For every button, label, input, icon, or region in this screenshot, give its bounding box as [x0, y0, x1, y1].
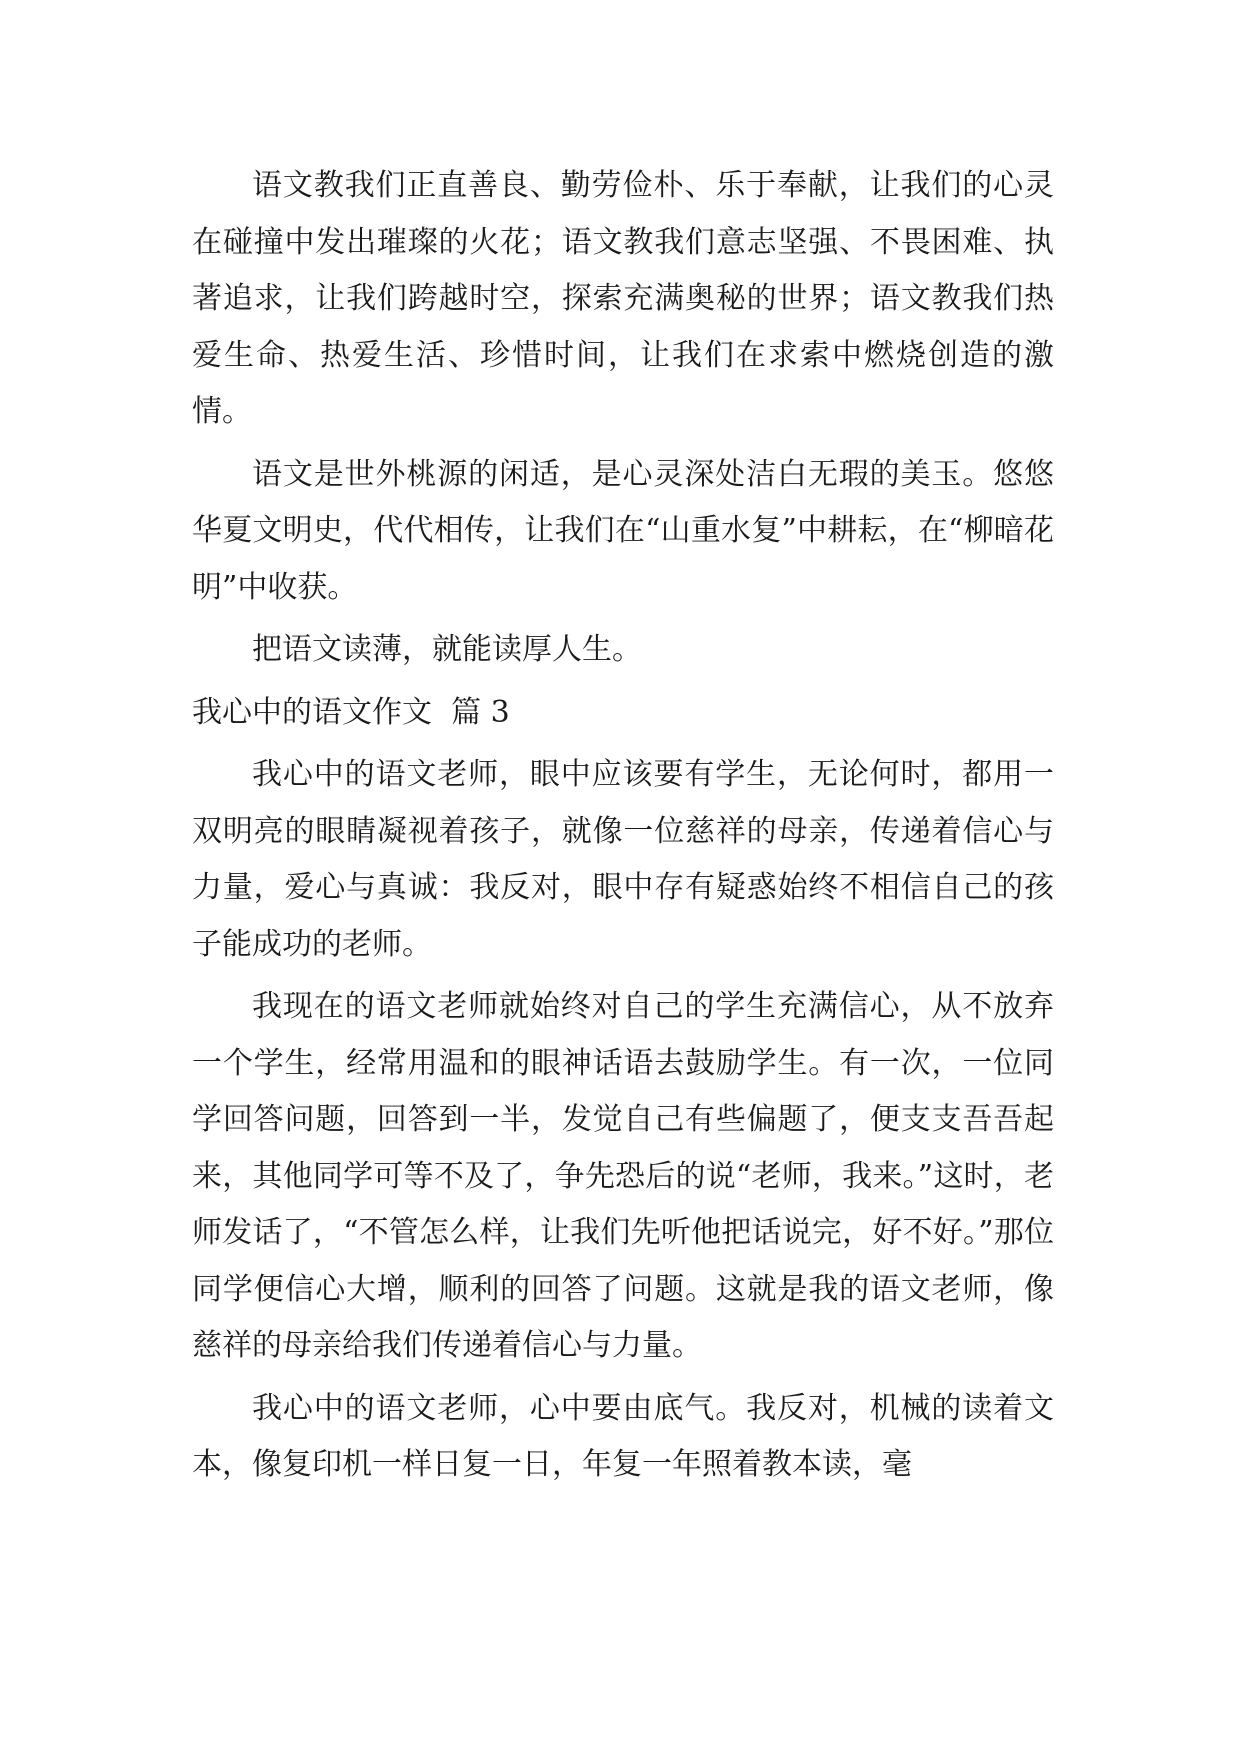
paragraph-chinese-jade: 语文是世外桃源的闲适，是心灵深处洁白无瑕的美玉。悠悠华夏文明史，代代相传，让我们在“山重水复”中耕耘，在“柳暗花明”中收获。: [192, 456, 1054, 605]
section-heading: 我心中的语文作文 篇 3: [192, 694, 510, 730]
paragraph-teacher-confidence: 我心中的语文老师，心中要由底气。我反对，机械的读着文本，像复印机一样日复一日，年复一年照着教本读，毫: [192, 1390, 1054, 1482]
paragraph-current-teacher: 我现在的语文老师就始终对自己的学生充满信心，从不放弃一个学生，经常用温和的眼神话语去鼓励学生。有一次，一位同学回答问题，回答到一半，发觉自己有些偏题了，便支支吾吾起来，其他同学可等不及了，争先恐后的说“老师，我来。”这时，老师发话了，“不管怎么样，让我们先听他把话说完，好不好。”那位同学便信心大增，顺利的回答了问题。这就是我的语文老师，像慈祥的母亲给我们传递着信心与力量。: [192, 989, 1054, 1363]
paragraph-chinese-teaches-values: 语文教我们正直善良、勤劳俭朴、乐于奉献，让我们的心灵在碰撞中发出璀璨的火花；语文教我们意志坚强、不畏困难、执著追求，让我们跨越时空，探索充满奥秘的世界；语文教我们热爱生命、热爱生活、珍惜时间，让我们在求索中燃烧创造的激情。: [192, 168, 1054, 429]
document-page: [192, 158, 1054, 1500]
paragraph-teacher-eyes: 我心中的语文老师，眼中应该要有学生，无论何时，都用一双明亮的眼睛凝视着孩子，就像一位慈祥的母亲，传递着信心与力量，爱心与真诚：我反对，眼中存有疑惑始终不相信自己的孩子能成功的老师。: [192, 757, 1054, 962]
paragraph-read-thin: 把语文读薄，就能读厚人生。: [252, 632, 642, 667]
